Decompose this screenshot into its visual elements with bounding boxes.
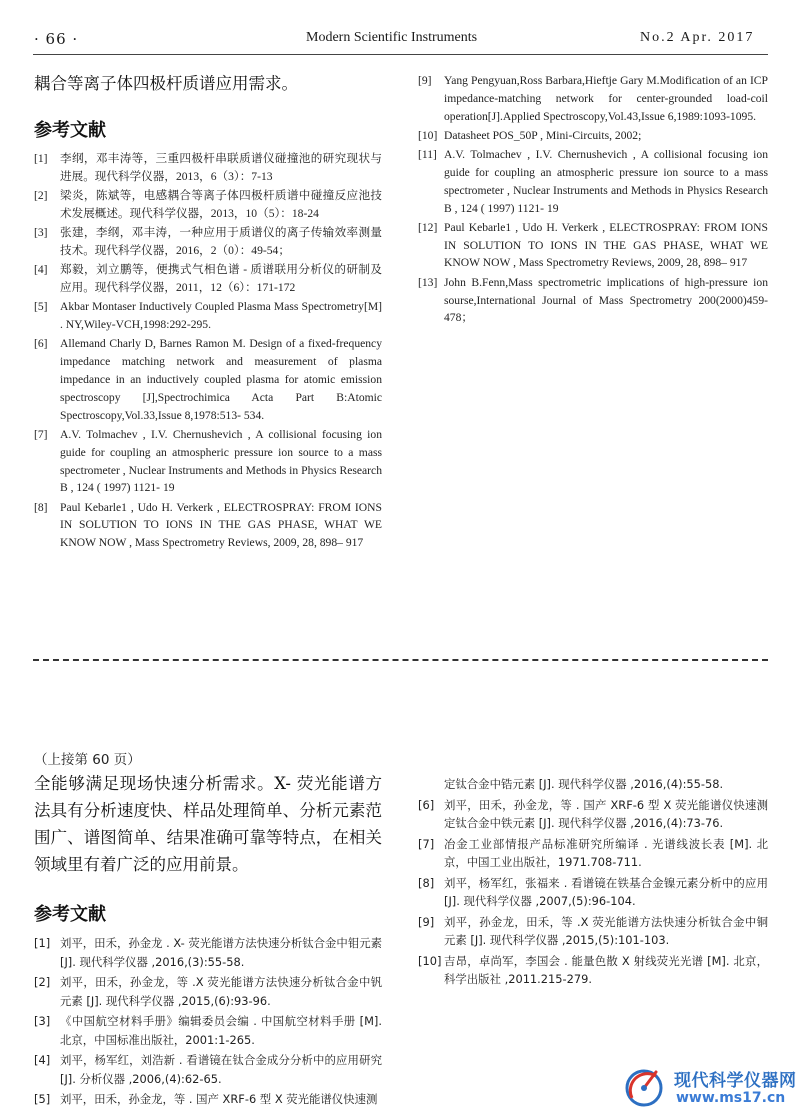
reference-number: [6] [418,797,435,812]
instrument-gauge-icon [622,1062,670,1110]
top-refs-heading: 参考文献 [34,120,106,141]
reference-item [34,298,382,334]
reference-item [34,187,382,223]
reference-text: Allemand Charly D, Barnes Ramon M. Design of a fixed-frequency impedance matching network and measurement of plasma impedance in an inductively coupled plasma for atomic emission spectroscopy [J],Spectrochimica Acta Part B:Atomic Spectroscopy,Vol.33,Issue 8,1978:513- 534. [60,337,382,422]
reference-item [34,1090,382,1109]
reference-text: Yang Pengyuan,Ross Barbara,Hieftje Gary M.Modification of an ICP impedance-matching network for center-grounded load-coil operation[J].Applied Spectroscopy,Vol.43,Issue 6,1989:1093-1095. [444,74,768,123]
bottom-left-reference-list [34,934,382,1109]
reference-item [34,1051,382,1088]
reference-item [418,775,768,794]
reference-item [34,1012,382,1049]
top-lead-text: 耦合等离子体四极杆质谱应用需求。 [34,74,298,93]
reference-text: Datasheet POS_50P , Mini-Circuits, 2002; [444,128,642,142]
reference-number: [3] [34,226,48,240]
reference-number: [5] [34,300,48,314]
reference-number: [6] [34,337,48,351]
reference-item [34,335,382,424]
bottom-right-reference-list [418,775,768,989]
reference-text: 刘平，杨军红，刘浩新 . 看谱镜在钛合金成分分析中的应用研究 [J]. 分析仪器 ,2006,(4):62-65. [60,1053,382,1086]
reference-number: [7] [418,836,435,851]
reference-text: A.V. Tolmachev , I.V. Chernushevich , A collisional focusing ion guide for coupling an atmospheric pressure ion source to a mass spectrometer , Nuclear Instruments and Methods in Physics Research B , 124 ( 1997) 1121- 19 [60,427,382,495]
reference-number: [2] [34,975,51,989]
reference-number: [9] [418,74,432,87]
reference-text: 《中国航空材料手册》编辑委员会编 . 中国航空材料手册 [M]. 北京，中国标准出版社，2001:1-265. [60,1014,382,1047]
reference-text: 冶金工业部情报产品标准研究所编译 . 光谱线波长表 [M]. 北京，中国工业出版社，1971.708-711. [444,836,768,869]
reference-item [418,952,768,989]
header-rule [33,54,768,55]
reference-item [418,219,768,272]
reference-text: 刘平，田禾，孙金龙 . X- 荧光能谱方法快速分析钛合金中钼元素 [J]. 现代科学仪器 ,2016,(3):55-58. [60,936,382,969]
reference-number: [8] [34,500,48,514]
bottom-lead-text: 全能够满足现场快速分析需求。X- 荧光能谱方法具有分析速度快、样品处理简单、分析元素范围广、谱图简单、结果准确可靠等特点，在相关领域里有着广泛的应用前景。 [34,774,382,874]
reference-item [34,150,382,186]
continued-from-label: （上接第 60 页） [34,752,141,768]
reference-item [418,835,768,872]
top-left-column [34,70,382,554]
reference-number: [2] [34,189,48,203]
reference-number: [3] [34,1014,51,1028]
reference-number: [1] [34,936,51,950]
reference-number: [5] [34,1092,51,1106]
issue-info: No.2 Apr. 2017 [640,30,755,45]
reference-text: A.V. Tolmachev , I.V. Chernushevich , A collisional focusing ion guide for coupling an atmospheric pressure ion source to a mass spectrometer , Nuclear Instruments and Methods in Physics Research B , 124 ( 1997) 1121- 19 [444,148,768,215]
reference-item [34,224,382,260]
reference-item [418,796,768,833]
reference-number: [7] [34,427,48,441]
reference-item [418,874,768,911]
bottom-left-column [34,770,382,1111]
reference-text: 刘平，田禾，孙金龙，等 . 国产 XRF-6 型 X 荧光能谱仪快速测定钛合金中铁元素 [J]. 现代科学仪器 ,2016,(4):73-76. [444,797,768,830]
reference-number: [1] [34,152,48,165]
bottom-refs-heading: 参考文献 [34,904,106,925]
site-logo [622,1060,797,1112]
reference-text: Paul Kebarle1 , Udo H. Verkerk , ELECTROSPRAY: FROM IONS IN SOLUTION TO IONS IN THE GAS PHASE, WHAT WE KNOW NOW , Mass Spectrometry Reviews, 2009, 28, 898– 917 [444,220,768,270]
reference-item [34,499,382,552]
reference-number: [8] [418,875,435,890]
reference-text: John B.Fenn,Mass spectrometric implications of high-pressure ion sourse,International Journal of Mass Spectrometry 200(2000)459-478； [444,275,768,325]
bottom-right-column [418,775,768,991]
reference-item [34,261,382,297]
reference-number: [10] [418,128,438,142]
reference-item [418,274,768,327]
logo-name: 现代科学仪器网 [674,1071,797,1091]
reference-number: [11] [418,148,437,162]
reference-number: [10] [418,953,442,968]
page-header [0,0,800,60]
reference-item [418,127,768,145]
reference-item [418,913,768,950]
reference-text: 吉昂，卓尚军，李国会 . 能量色散 X 射线荧光光谱 [M]. 北京，科学出版社 ,2011.215-279. [444,953,768,986]
reference-text: 李纲，邓丰涛等，三重四极杆串联质谱仪碰撞池的研究现状与进展。现代科学仪器，2013，6（3）：7-13 [60,152,382,183]
reference-text: 刘平，杨军红，张福来 . 看谱镜在铁基合金镍元素分析中的应用 [J]. 现代科学仪器 ,2007,(5):96-104. [444,875,768,908]
reference-text: 郑毅，刘立鹏等，便携式气相色谱 - 质谱联用分析仪的研制及应用。现代科学仪器，2011，12（6）：171-172 [60,263,382,295]
top-right-column [418,72,768,329]
reference-text: 刘平，田禾，孙金龙，等 .X 荧光能谱方法快速分析钛合金中钒元素 [J]. 现代科学仪器 ,2015,(6):93-96. [60,975,382,1008]
reference-text: 刘平，田禾，孙金龙，等 . 国产 XRF-6 型 X 荧光能谱仪快速测 [60,1092,378,1106]
reference-number: [13] [418,275,438,289]
section-divider [33,659,768,661]
reference-item [34,426,382,497]
reference-item [418,72,768,125]
reference-item [34,934,382,971]
reference-item [34,973,382,1010]
reference-text: Akbar Montaser Inductively Coupled Plasma Mass Spectrometry[M] . NY,Wiley-VCH,1998:292-295. [60,300,382,332]
reference-text: 定钛合金中锆元素 [J]. 现代科学仪器 ,2016,(4):55-58. [444,777,724,791]
reference-number: [12] [418,220,438,234]
reference-text: 刘平，孙金龙，田禾，等 .X 荧光能谱方法快速分析钛合金中铜元素 [J]. 现代科学仪器 ,2015,(5):101-103. [444,914,768,947]
reference-text: 张建，李纲，邓丰涛，一种应用于质谱仪的离子传输效率测量技术。现代科学仪器，2016，2（0）：49-54； [60,226,382,257]
logo-url: www.ms17.cn [676,1090,786,1106]
reference-number: [4] [34,263,48,277]
journal-title: Modern Scientific Instruments [306,30,478,45]
reference-item [418,146,768,217]
reference-text: Paul Kebarle1 , Udo H. Verkerk , ELECTROSPRAY: FROM IONS IN SOLUTION TO IONS IN THE GAS PHASE, WHAT WE KNOW NOW , Mass Spectrometry Reviews, 2009, 28, 898– 917 [60,500,382,550]
top-left-reference-list [34,150,382,552]
reference-number: [4] [34,1053,51,1067]
reference-text: 梁炎，陈斌等，电感耦合等离子体四极杆质谱中碰撞反应池技术发展概述。现代科学仪器，2013，10（5）：18-24 [60,189,382,220]
top-right-reference-list [418,72,768,327]
reference-number: [9] [418,914,435,929]
page-number: · 66 · [34,30,79,48]
